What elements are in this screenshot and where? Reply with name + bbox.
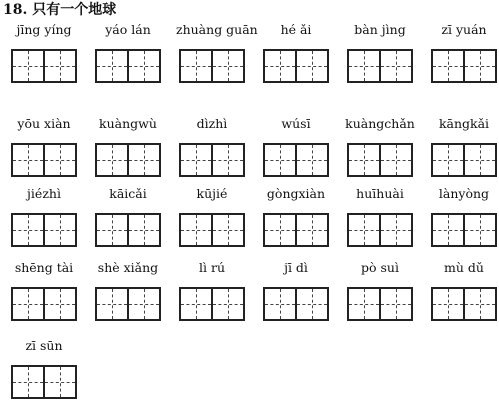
pinyin-item xyxy=(344,186,416,250)
writing-cell[interactable] xyxy=(181,215,211,245)
pinyin-label: dìzhì xyxy=(196,116,228,131)
writing-cell[interactable] xyxy=(379,215,411,245)
tianzige-boxes xyxy=(11,365,77,399)
pinyin-label: shēng tài xyxy=(14,260,74,275)
tianzige-boxes xyxy=(431,213,497,247)
pinyin-item xyxy=(176,186,248,250)
pinyin-item xyxy=(176,116,248,180)
writing-cell[interactable] xyxy=(13,145,43,175)
pinyin-item xyxy=(260,116,332,180)
pinyin-label: kūjié xyxy=(196,186,228,201)
pinyin-item xyxy=(344,22,416,86)
tianzige-boxes xyxy=(179,143,245,177)
writing-cell[interactable] xyxy=(379,145,411,175)
writing-cell[interactable] xyxy=(211,51,243,81)
tianzige-boxes xyxy=(179,287,245,321)
writing-cell[interactable] xyxy=(97,145,127,175)
pinyin-label: jiézhì xyxy=(27,186,61,201)
tianzige-boxes xyxy=(431,49,497,83)
writing-cell[interactable] xyxy=(13,367,43,397)
writing-cell[interactable] xyxy=(379,289,411,319)
pinyin-label: lànyòng xyxy=(438,186,490,201)
pinyin-item xyxy=(8,116,80,180)
writing-cell[interactable] xyxy=(211,145,243,175)
writing-cell[interactable] xyxy=(265,51,295,81)
pinyin-item xyxy=(8,22,80,86)
writing-cell[interactable] xyxy=(43,289,75,319)
pinyin-item xyxy=(8,260,80,324)
pinyin-item xyxy=(92,116,164,180)
tianzige-boxes xyxy=(11,213,77,247)
writing-cell[interactable] xyxy=(349,145,379,175)
tianzige-boxes xyxy=(263,143,329,177)
pinyin-item xyxy=(8,338,80,402)
pinyin-label: yáo lán xyxy=(105,22,151,37)
tianzige-boxes xyxy=(431,143,497,177)
pinyin-label: kāicǎi xyxy=(109,186,147,201)
pinyin-label: kuàngwù xyxy=(99,116,157,131)
writing-cell[interactable] xyxy=(463,51,495,81)
pinyin-item xyxy=(92,186,164,250)
writing-cell[interactable] xyxy=(211,289,243,319)
writing-cell[interactable] xyxy=(97,289,127,319)
writing-cell[interactable] xyxy=(265,145,295,175)
writing-cell[interactable] xyxy=(127,289,159,319)
pinyin-item xyxy=(428,260,499,324)
writing-cell[interactable] xyxy=(433,215,463,245)
pinyin-item xyxy=(344,260,416,324)
writing-cell[interactable] xyxy=(463,289,495,319)
writing-cell[interactable] xyxy=(349,215,379,245)
writing-cell[interactable] xyxy=(97,215,127,245)
writing-cell[interactable] xyxy=(433,145,463,175)
writing-cell[interactable] xyxy=(265,289,295,319)
writing-cell[interactable] xyxy=(181,289,211,319)
tianzige-boxes xyxy=(11,49,77,83)
writing-cell[interactable] xyxy=(97,51,127,81)
tianzige-boxes xyxy=(347,143,413,177)
writing-cell[interactable] xyxy=(265,215,295,245)
writing-cell[interactable] xyxy=(127,145,159,175)
tianzige-boxes xyxy=(95,143,161,177)
writing-cell[interactable] xyxy=(433,51,463,81)
pinyin-label: zī yuán xyxy=(441,22,487,37)
writing-cell[interactable] xyxy=(43,215,75,245)
tianzige-boxes xyxy=(263,49,329,83)
pinyin-label: hé ǎi xyxy=(280,22,312,37)
tianzige-boxes xyxy=(431,287,497,321)
writing-cell[interactable] xyxy=(349,289,379,319)
tianzige-boxes xyxy=(179,49,245,83)
writing-cell[interactable] xyxy=(43,145,75,175)
tianzige-boxes xyxy=(347,213,413,247)
tianzige-boxes xyxy=(179,213,245,247)
pinyin-item xyxy=(260,186,332,250)
pinyin-label: jī dì xyxy=(284,260,308,275)
pinyin-label: bàn jìng xyxy=(354,22,406,37)
pinyin-label: huīhuài xyxy=(356,186,404,201)
tianzige-boxes xyxy=(347,49,413,83)
writing-cell[interactable] xyxy=(349,51,379,81)
pinyin-item xyxy=(260,22,332,86)
writing-cell[interactable] xyxy=(43,367,75,397)
pinyin-item xyxy=(428,186,499,250)
writing-cell[interactable] xyxy=(211,215,243,245)
pinyin-label: gòngxiàn xyxy=(266,186,326,201)
pinyin-item xyxy=(260,260,332,324)
writing-cell[interactable] xyxy=(127,51,159,81)
writing-cell[interactable] xyxy=(13,289,43,319)
pinyin-item xyxy=(428,116,499,180)
tianzige-boxes xyxy=(11,287,77,321)
tianzige-boxes xyxy=(347,287,413,321)
pinyin-label: mù dǔ xyxy=(444,260,484,275)
pinyin-label: zhuàng guān xyxy=(176,22,258,37)
writing-cell[interactable] xyxy=(433,289,463,319)
writing-cell[interactable] xyxy=(43,51,75,81)
pinyin-label: wúsī xyxy=(281,116,311,131)
writing-cell[interactable] xyxy=(295,145,327,175)
worksheet-title: 18. 只有一个地球 xyxy=(3,2,117,18)
pinyin-item xyxy=(428,22,499,86)
pinyin-label: pò suì xyxy=(361,260,399,275)
pinyin-item xyxy=(176,22,258,86)
tianzige-boxes xyxy=(95,49,161,83)
writing-cell[interactable] xyxy=(181,51,211,81)
pinyin-label: zī sūn xyxy=(25,338,63,353)
pinyin-label: lì rú xyxy=(199,260,225,275)
pinyin-item xyxy=(92,260,164,324)
writing-cell[interactable] xyxy=(13,51,43,81)
pinyin-item xyxy=(176,260,248,324)
tianzige-boxes xyxy=(95,287,161,321)
writing-cell[interactable] xyxy=(379,51,411,81)
writing-cell[interactable] xyxy=(463,145,495,175)
pinyin-item xyxy=(344,116,416,180)
writing-cell[interactable] xyxy=(463,215,495,245)
pinyin-label: jīng yíng xyxy=(16,22,72,37)
pinyin-label: kuàngchǎn xyxy=(345,116,415,131)
tianzige-boxes xyxy=(95,213,161,247)
writing-cell[interactable] xyxy=(13,215,43,245)
tianzige-boxes xyxy=(263,213,329,247)
pinyin-item xyxy=(8,186,80,250)
pinyin-label: yōu xiàn xyxy=(17,116,71,131)
writing-cell[interactable] xyxy=(295,289,327,319)
writing-cell[interactable] xyxy=(295,51,327,81)
writing-cell[interactable] xyxy=(295,215,327,245)
tianzige-boxes xyxy=(263,287,329,321)
writing-cell[interactable] xyxy=(181,145,211,175)
writing-cell[interactable] xyxy=(127,215,159,245)
pinyin-item xyxy=(92,22,164,86)
pinyin-label: kāngkǎi xyxy=(438,116,490,131)
pinyin-label: shè xiǎng xyxy=(97,260,159,275)
tianzige-boxes xyxy=(11,143,77,177)
